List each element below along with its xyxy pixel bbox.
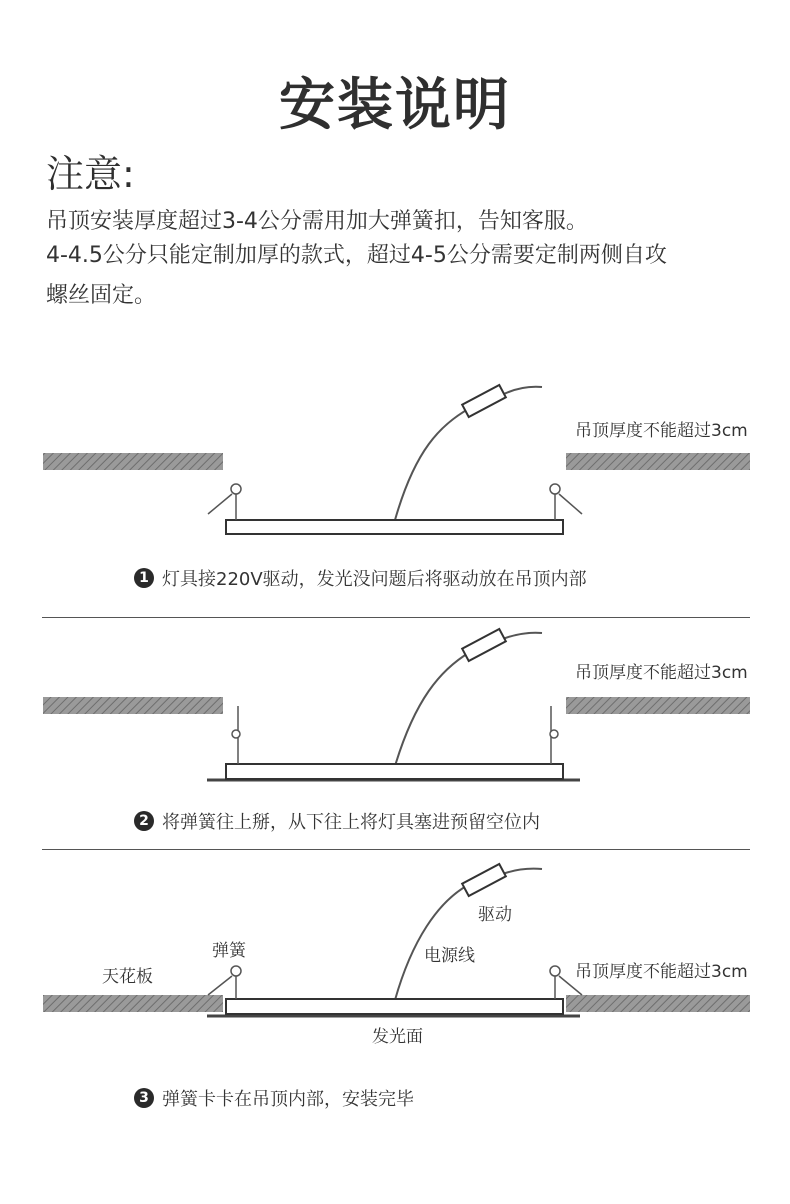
driver-box [462, 864, 506, 896]
spring-right-coil [550, 966, 560, 976]
power-wire [395, 408, 470, 520]
wire-label: 电源线 [424, 946, 475, 966]
spring-left-coil [231, 966, 241, 976]
ceiling-left [43, 697, 223, 714]
ceiling-right [566, 697, 750, 714]
driver-label: 驱动 [478, 905, 512, 925]
step-2-text: 将弹簧往上掰，从下往上将灯具塞进预留空位内 [162, 812, 540, 833]
notice-heading: 注意: [46, 152, 135, 196]
light-panel [226, 999, 563, 1014]
divider-2 [42, 849, 750, 850]
step-2-number: 2 [134, 811, 154, 831]
ceiling-right [566, 453, 750, 470]
step-1 [134, 565, 587, 591]
diagram-step-3 [0, 860, 790, 1060]
ceiling-left [43, 453, 223, 470]
spring-right-coil [550, 484, 560, 494]
step-1-number: 1 [134, 568, 154, 588]
step-3-text: 弹簧卡卡在吊顶内部，安装完毕 [162, 1089, 414, 1110]
page-title: 安装说明 [279, 73, 511, 138]
driver-wire [500, 387, 542, 396]
driver-wire [500, 633, 542, 640]
ceiling-board-label: 天花板 [102, 967, 153, 987]
spring-right-arm [559, 494, 582, 514]
spring-left-coil [232, 730, 240, 738]
notice-line-3: 螺丝固定。 [46, 283, 157, 308]
driver-box [462, 385, 506, 417]
divider-1 [42, 617, 750, 618]
diagram-step-2 [0, 620, 790, 790]
ceiling-right [566, 995, 750, 1012]
spring-label: 弹簧 [212, 941, 246, 961]
driver-wire [500, 869, 542, 875]
light-panel [226, 764, 563, 779]
emitting-face-label: 发光面 [372, 1027, 423, 1047]
step-1-text: 灯具接220V驱动，发光没问题后将驱动放在吊顶内部 [162, 569, 587, 590]
ceiling-thickness-label: 吊顶厚度不能超过3cm [575, 663, 748, 683]
spring-right-coil [550, 730, 558, 738]
step-3-number: 3 [134, 1088, 154, 1108]
diagram-step-1 [0, 370, 790, 550]
power-wire [395, 652, 470, 766]
driver-box [462, 629, 506, 661]
power-wire [395, 885, 468, 1000]
light-panel [226, 520, 563, 534]
notice-line-2: 4-4.5公分只能定制加厚的款式，超过4-5公分需要定制两侧自攻 [46, 243, 667, 268]
spring-left-arm [208, 494, 232, 514]
spring-left-coil [231, 484, 241, 494]
ceiling-thickness-label: 吊顶厚度不能超过3cm [575, 962, 748, 982]
ceiling-thickness-label: 吊顶厚度不能超过3cm [575, 421, 748, 441]
ceiling-left [43, 995, 223, 1012]
notice-line-1: 吊顶安装厚度超过3-4公分需用加大弹簧扣，告知客服。 [46, 209, 588, 234]
step-2 [134, 808, 540, 834]
spring-left-arm [208, 976, 232, 995]
step-3 [134, 1085, 414, 1111]
